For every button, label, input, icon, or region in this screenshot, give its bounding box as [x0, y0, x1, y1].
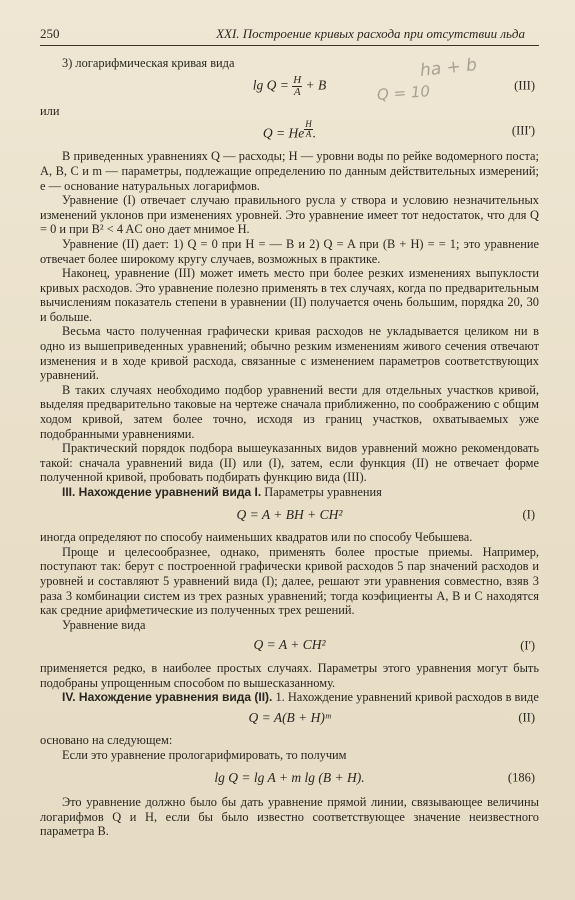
paragraph-9: Проще и целесообразнее, однако, применять более простые приемы. Например, поступают так: берут с построенной графически кривой расходов 5 пар значений расходов и уровней и составляют 5 уравнений вида (I); далее, решают эти уравнения совместно, взяв 3 раза 3 комбинации систем из трех разных уравнений; тогда коэфициенты A, B и C находятся как средние арифметические из полученных трех решений.	[40, 544, 539, 618]
paragraph-8: иногда определяют по способу наименьших квадратов или по способу Чебышева.	[40, 530, 473, 545]
paragraph-2: Уравнение (I) отвечает случаю правильного русла у створа и условию незначительных изменений уклонов при изменениях уровней. Это уравнение имеет тот недостаток, что для Q = 0 и при B² < 4 AC оно дает мнимое H.	[40, 193, 539, 237]
paragraph-10: Уравнение вида	[62, 617, 146, 632]
page-number: 250	[40, 26, 60, 41]
equation-number: (III)	[514, 78, 535, 93]
equation-186: lg Q = lg A + m lg (B + H). (186)	[214, 769, 535, 785]
item-3: 3) логарифмическая кривая вида	[62, 56, 235, 70]
equation-number: (I')	[520, 638, 535, 653]
equation-III: lg Q = $\frac{H}{A}$ + B (III)	[252, 73, 535, 98]
running-head	[40, 26, 539, 46]
equation-number: (II)	[518, 710, 535, 725]
paragraph-12: основано на следующем:	[40, 733, 173, 748]
paragraph-3: Уравнение (II) дает: 1) Q = 0 при H = — B и 2) Q = A при (B + H) = = 1; это уравнение отвечает более широкому кругу случаев, возможных в практике.	[40, 236, 539, 266]
section-4-heading: IV. Нахождение уравнения вида (II).	[62, 690, 273, 705]
paragraph-4: Наконец, уравнение (III) может иметь место при более резких изменениях выпуклости кривых расходов. Это уравнение полезно применять в тех случаях, когда по предварительным вычислениям показатель степени в уравнении (II) получается очень большим, порядка 20, 30 и больше.	[40, 266, 539, 324]
equation-I-prime: Q = A + CH² (I')	[253, 637, 535, 653]
equation-II: Q = A(B + H)ᵐ (II)	[248, 709, 535, 725]
equation-number: (186)	[507, 770, 535, 785]
equation-number: (III')	[511, 123, 535, 138]
section-4: IV. Нахождение уравнения вида (II). 1. Нахождение уравнений кривой расходов в виде	[62, 690, 539, 705]
equation-III-prime: Q = He $^{\frac{H}{A}}$ . (III')	[262, 119, 535, 141]
section-3: III. Нахождение уравнений вида I. Параметры уравнения	[62, 485, 382, 500]
paragraph-11: применяется редко, в наиболее простых случаях. Параметры этого уравнения могут быть подобраны упрощенным способом по вышесказанному.	[40, 660, 539, 690]
fraction-h-over-a: $\frac{H}{A}$	[293, 73, 302, 98]
section-3-heading: III. Нахождение уравнений вида I.	[62, 485, 262, 500]
equation-number: (I)	[522, 507, 535, 522]
handwritten-note-2: Q = 10	[376, 82, 431, 104]
exponent-h-over-a: H A	[305, 119, 312, 140]
paragraph-1: В приведенных уравнениях Q — расходы; H — уровни воды по рейке водомерного поста; A, B, C и m — параметры, подлежащие определению по данным действительных измерений; e — основание натуральных логарифмов.	[40, 149, 539, 193]
equation-I: Q = A + BH + CH² (I)	[236, 506, 535, 522]
paragraph-6: В таких случаях необходимо подбор уравнений вести для отдельных участков кривой, выделяя предварительно таковые на чертеже сначала приближенно, по соображению с общим ходом кривой, затем более точно, исходя из границ участков, охватываемых уже подобранными уравнениями.	[40, 382, 539, 441]
body-text	[40, 56, 539, 839]
paragraph-13: Если это уравнение прологарифмировать, то получим	[62, 747, 347, 762]
paragraph-7: Практический порядок подбора вышеуказанных видов уравнений можно рекомендовать такой: сначала уравнений вида (II) или (I), затем, если функция (II) не отвечает форме полученной кривой, пробовать подбирать функцию вида (III).	[40, 441, 539, 485]
handwritten-note-1: ha + b	[419, 55, 478, 81]
or-word: или	[40, 103, 60, 118]
paragraph-14: Это уравнение должно было бы дать уравнение прямой линии, связывающее величины логарифмов Q и H, если бы было известно соответствующее значение неизвестного параметра B.	[40, 795, 539, 839]
paragraph-5: Весьма часто полученная графически кривая расходов не укладывается целиком ни в одно из вышеприведенных уравнений; обычно резким изменениям живого сечения отвечают изменения и в ходе кривой расхода, связанные с изменением параметров соответствующих уравнений.	[40, 324, 539, 383]
chapter-title: XXI. Построение кривых расхода при отсутствии льда	[216, 26, 525, 41]
